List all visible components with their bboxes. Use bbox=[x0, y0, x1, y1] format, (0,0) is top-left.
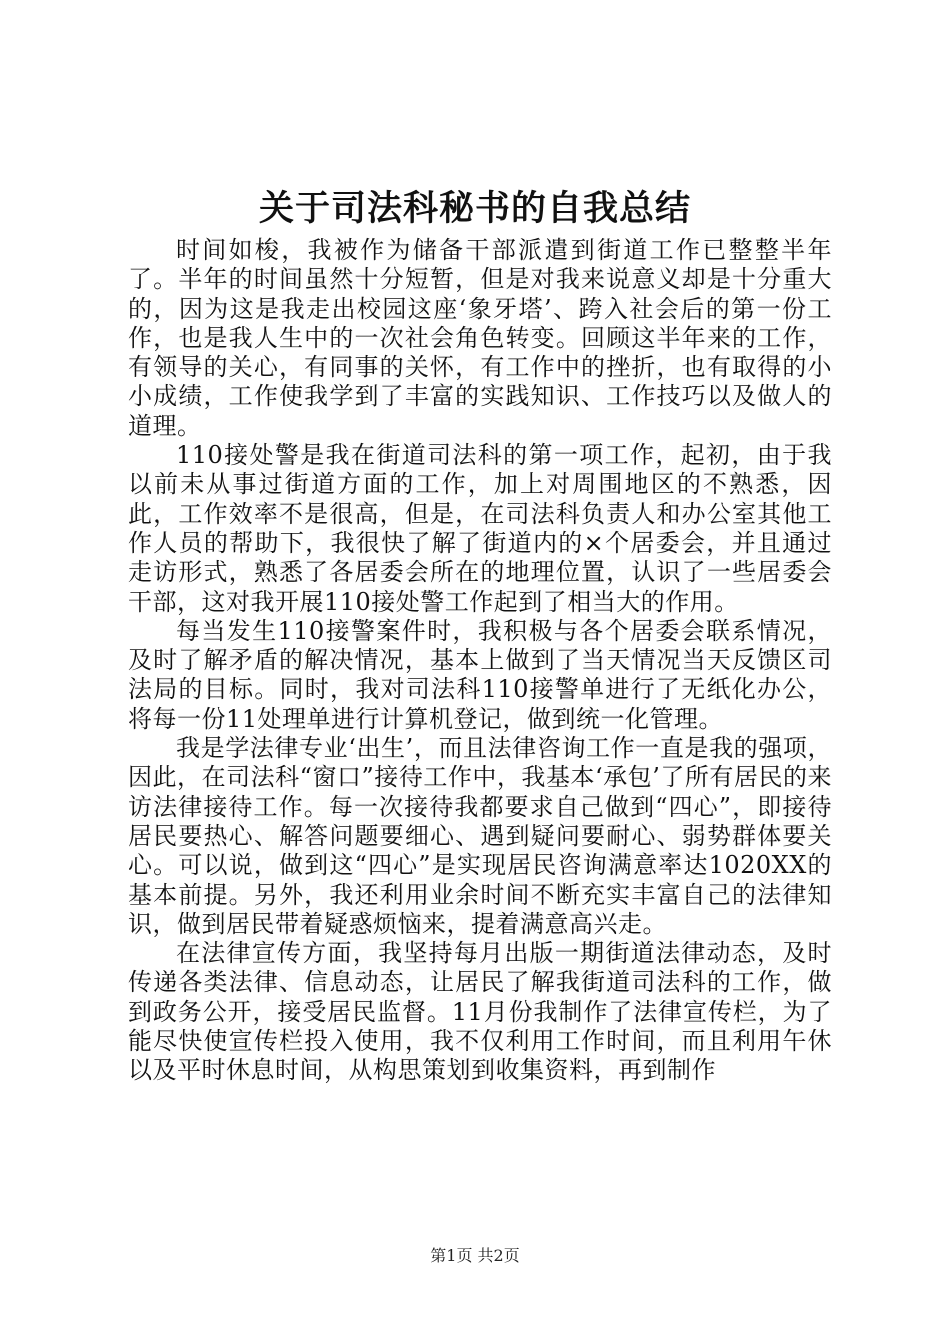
document-title: 关于司法科秘书的自我总结 bbox=[258, 188, 691, 229]
paragraph-4: 我是学法律专业‘出生’，而且法律咨询工作一直是我的强项，因此，在司法科“窗口”接待工作中，我基本‘承包’了所有居民的来访法律接待工作。每一次接待我都要求自己做到“四心”，即接待居民要热心、解答问题要细心、遇到疑问要耐心、弱势群体要关心。可以说，做到这“四心”是实现居民咨询满意率达1020XX的基本前提。另外，我还利用业余时间不断充实丰富自己的法律知识，做到居民带着疑惑烦恼来，提着满意高兴走。 bbox=[128, 734, 832, 938]
paragraph-5: 在法律宣传方面，我坚持每月出版一期街道法律动态，及时传递各类法律、信息动态，让居民了解我街道司法科的工作，做到政务公开，接受居民监督。11月份我制作了法律宣传栏，为了能尽快使宣传栏投入使用，我不仅利用工作时间，而且利用午休以及平时休息时间，从构思策划到收集资料，再到制作 bbox=[128, 939, 832, 1085]
paragraph-3: 每当发生110接警案件时，我积极与各个居委会联系情况，及时了解矛盾的解决情况，基本上做到了当天情况当天反馈区司法局的目标。同时，我对司法科110接警单进行了无纸化办公，将每一份11处理单进行计算机登记，做到统一化管理。 bbox=[128, 616, 832, 733]
paragraph-1: 时间如梭，我被作为储备干部派遣到街道工作已整整半年了。半年的时间虽然十分短暂，但是对我来说意义却是十分重大的，因为这是我走出校园这座‘象牙塔’、跨入社会后的第一份工作，也是我人生中的一次社会角色转变。回顾这半年来的工作，有领导的关心，有同事的关怀，有工作中的挫折，也有取得的小小成绩，工作使我学到了丰富的实践知识、工作技巧以及做人的道理。 bbox=[128, 236, 832, 440]
page-number-footer: 第1页 共2页 bbox=[430, 1246, 520, 1265]
document-body bbox=[128, 236, 832, 1086]
paragraph-2: 110接处警是我在街道司法科的第一项工作，起初，由于我以前未从事过街道方面的工作，加上对周围地区的不熟悉，因此，工作效率不是很高，但是，在司法科负责人和办公室其他工作人员的帮助下，我很快了解了街道内的×个居委会，并且通过走访形式，熟悉了各居委会所在的地理位置，认识了一些居委会干部，这对我开展110接处警工作起到了相当大的作用。 bbox=[128, 441, 832, 616]
